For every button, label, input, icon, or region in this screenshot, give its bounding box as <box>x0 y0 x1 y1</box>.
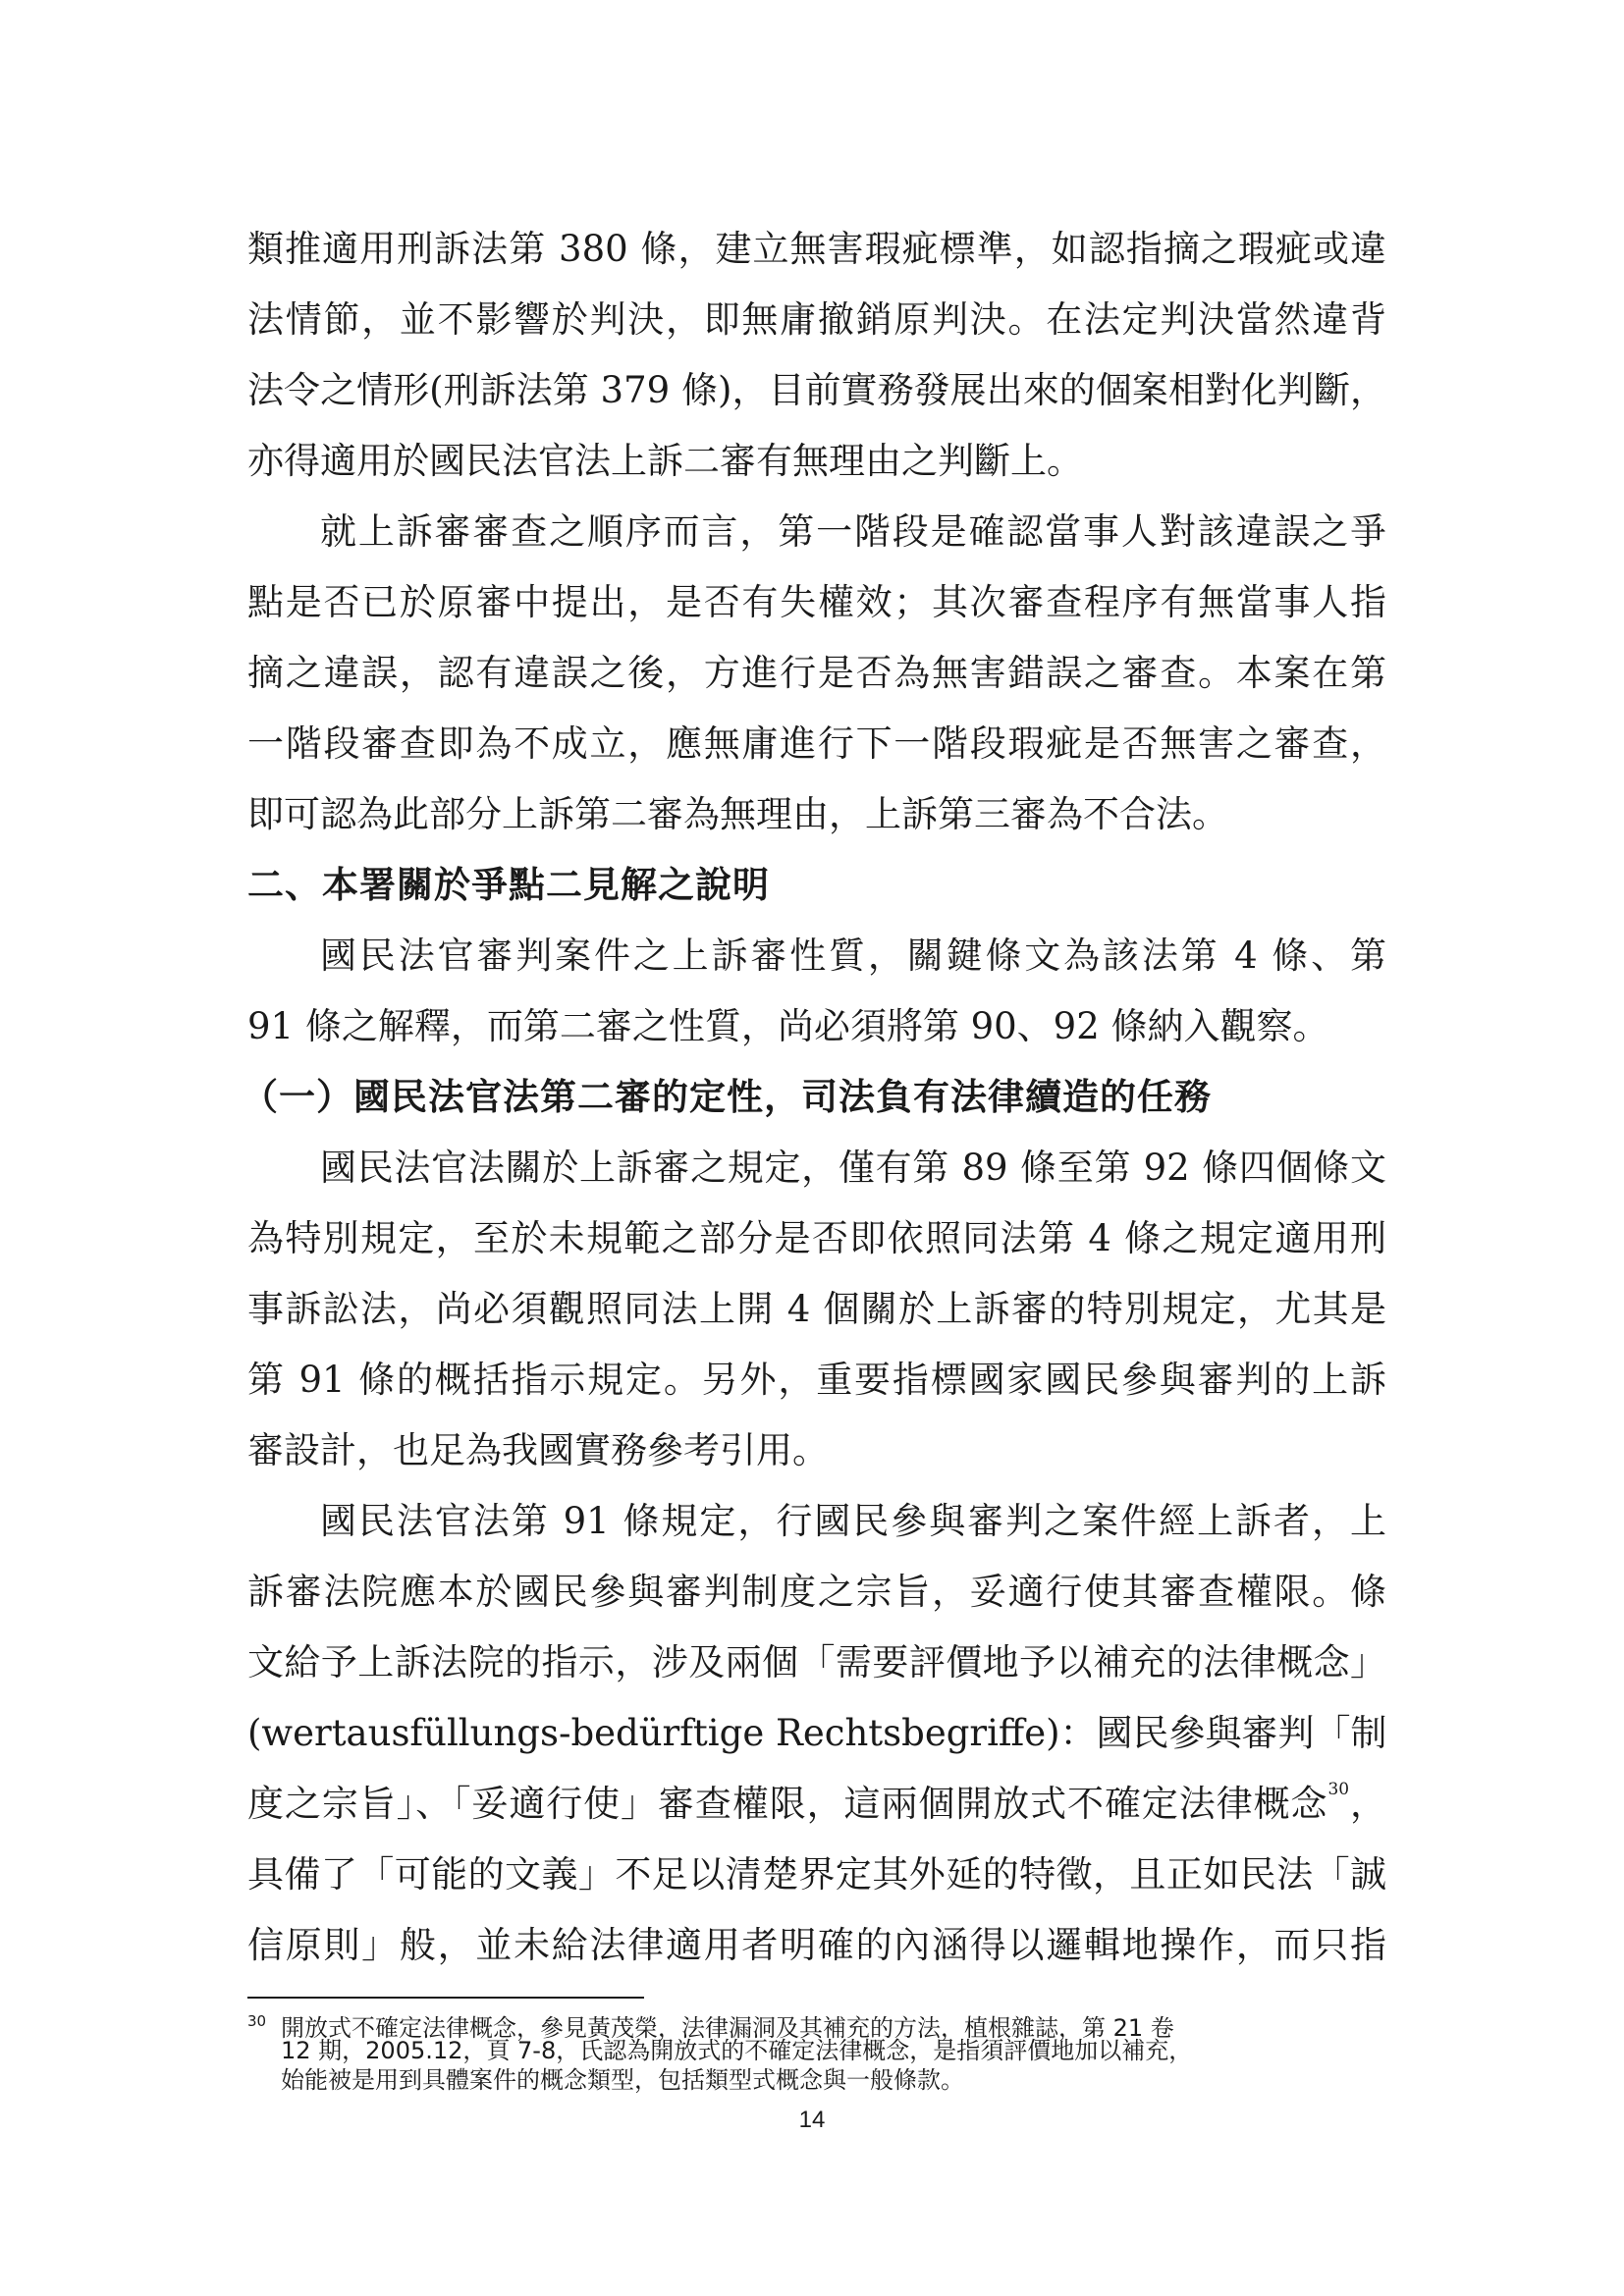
paragraph-3 <box>247 921 1386 1062</box>
text-line: 為特別規定，至於未規範之部分是否即依照同法第 4 條之規定適用刑 <box>247 1217 1386 1259</box>
text-line: 文給予上訴法院的指示，涉及兩個「需要評價地予以補充的法律概念」 <box>247 1641 1386 1683</box>
paragraph-4 <box>247 1133 1386 1486</box>
body-text <box>242 214 1387 1981</box>
text-line: 具備了「可能的文義」不足以清楚界定其外延的特徵，且正如民法「誠 <box>247 1853 1386 1896</box>
paragraph-5 <box>247 1486 1386 1981</box>
text-line: 國民法官法第 91 條規定，行國民參與審判之案件經上訴者，上 <box>320 1500 1386 1542</box>
footnote-text: 開放式不確定法律概念，參見黃茂榮，法律漏洞及其補充的方法，植根雜誌，第 21 卷 <box>281 2014 1174 2042</box>
text-line: 審設計，也足為我國實務參考引用。 <box>247 1429 829 1471</box>
text-line: (wertausfüllungs-bedürftige Rechtsbegriffe)：國民參與審判「制 <box>247 1712 1387 1754</box>
text-line: 即可認為此部分上訴第二審為無理由，上訴第三審為不合法。 <box>247 793 1228 835</box>
text-line: 信原則」般，並未給法律適用者明確的內涵得以邏輯地操作，而只指 <box>247 1924 1386 1966</box>
section-heading: 二、本署關於爭點二見解之說明 <box>247 864 770 906</box>
footnote-line: 12 期，2005.12，頁 7-8，氏認為開放式的不確定法律概念，是指須評價地加以補充， <box>281 2037 1193 2064</box>
paragraph-2 <box>247 497 1386 850</box>
text-line: 事訴訟法，尚必須觀照同法上開 4 個關於上訴審的特別規定，尤其是 <box>247 1288 1386 1330</box>
text-line: 亦得適用於國民法官法上訴二審有無理由之判斷上。 <box>247 440 1083 482</box>
text-line: 第 91 條的概括指示規定。另外，重要指標國家國民參與審判的上訴 <box>247 1359 1386 1401</box>
text-segment: 度之宗旨」、「妥適行使」審查權限，這兩個開放式不確定法律概念 <box>247 1783 1328 1825</box>
text-line: 國民法官法關於上訴審之規定，僅有第 89 條至第 92 條四個條文 <box>320 1147 1386 1189</box>
text-line <box>247 1769 1386 1840</box>
page-number: 14 <box>798 2107 826 2133</box>
footnote-number: 30 <box>247 2012 267 2030</box>
paragraph-1 <box>247 214 1386 497</box>
footnote-line <box>247 2006 1386 2042</box>
text-line: 摘之違誤，認有違誤之後，方進行是否為無害錯誤之審查。本案在第 <box>247 652 1386 694</box>
text-line: 一階段審查即為不成立，應無庸進行下一階段瑕疵是否無害之審查， <box>247 722 1386 765</box>
footnote-line: 始能被是用到具體案件的概念類型，包括類型式概念與一般條款。 <box>281 2066 964 2094</box>
subsection-heading: （一）國民法官法第二審的定性，司法負有法律續造的任務 <box>242 1076 1212 1118</box>
text-line: 就上訴審審查之順序而言，第一階段是確認當事人對該違誤之爭 <box>320 510 1386 553</box>
footnote-reference[interactable]: 30 <box>1327 1780 1350 1799</box>
text-segment: ， <box>1349 1783 1387 1825</box>
text-line: 法情節，並不影響於判決，即無庸撤銷原判決。在法定判決當然違背 <box>247 298 1386 341</box>
text-line: 點是否已於原審中提出，是否有失權效；其次審查程序有無當事人指 <box>247 581 1386 623</box>
footnote-separator <box>247 1997 644 1999</box>
footnote <box>247 2006 1386 2095</box>
text-line: 法令之情形(刑訴法第 379 條)，目前實務發展出來的個案相對化判斷， <box>247 369 1386 411</box>
text-line: 訴審法院應本於國民參與審判制度之宗旨，妥適行使其審查權限。條 <box>247 1571 1386 1613</box>
text-line: 國民法官審判案件之上訴審性質，關鍵條文為該法第 4 條、第 <box>320 934 1386 977</box>
text-line: 類推適用刑訴法第 380 條，建立無害瑕疵標準，如認指摘之瑕疵或違 <box>247 228 1386 270</box>
text-line: 91 條之解釋，而第二審之性質，尚必須將第 90、92 條納入觀察。 <box>247 1005 1329 1047</box>
